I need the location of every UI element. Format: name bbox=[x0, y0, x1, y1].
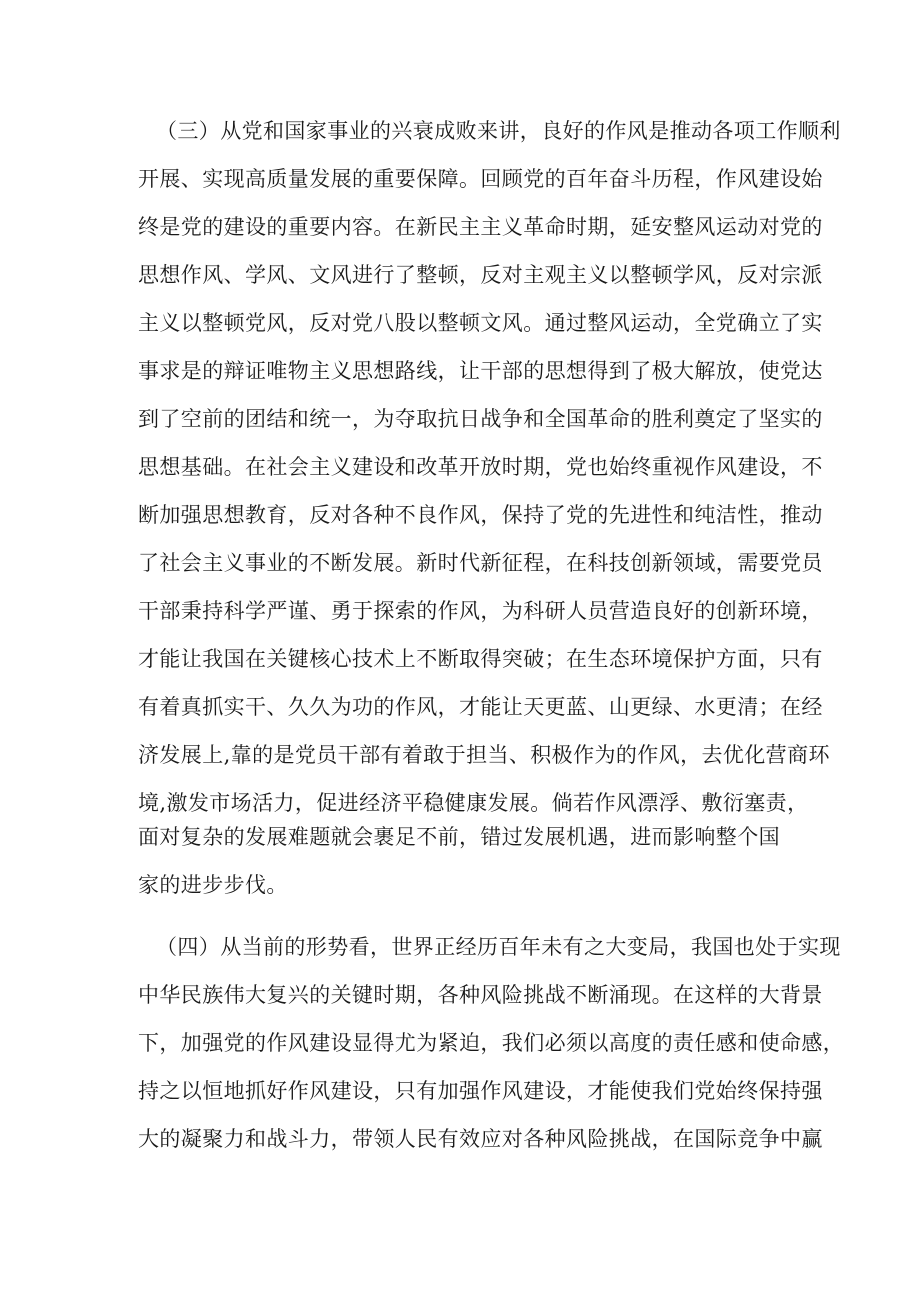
paragraph-3-line-16: 面对复杂的发展难题就会裹足不前，错过发展机遇，进而影响整个国 bbox=[138, 825, 780, 849]
paragraph-3-line-12: 才能让我国在关键核心技术上不断取得突破；在生态环境保护方面，只有 bbox=[138, 647, 823, 671]
paragraph-3-line-11: 干部秉持科学严谨、勇于探索的作风，为科研人员营造良好的创新环境， bbox=[138, 599, 823, 623]
paragraph-3-line-9: 断加强思想教育，反对各种不良作风，保持了党的先进性和纯洁性，推动 bbox=[138, 503, 823, 527]
paragraph-3-line-14: 济发展上,靠的是党员干部有着敢于担当、积极作为的作风，去优化营商环 bbox=[138, 743, 830, 767]
paragraph-3-line-6: 事求是的辩证唯物主义思想路线，让干部的思想得到了极大解放，使党达 bbox=[138, 359, 823, 383]
paragraph-3-line-15: 境,激发市场活力，促进经济平稳健康发展。倘若作风漂浮、敷衍塞责， bbox=[138, 791, 809, 815]
paragraph-4-line-3: 下，加强党的作风建设显得尤为紧迫，我们必须以高度的责任感和使命感， bbox=[138, 1031, 845, 1055]
paragraph-3-line-1: （三）从党和国家事业的兴衰成败来讲，良好的作风是推动各项工作顺利 bbox=[156, 119, 841, 143]
paragraph-3-line-2: 开展、实现高质量发展的重要保障。回顾党的百年奋斗历程，作风建设始 bbox=[138, 167, 823, 191]
paragraph-3-line-13: 有着真抓实干、久久为功的作风，才能让天更蓝、山更绿、水更清；在经 bbox=[138, 695, 823, 719]
paragraph-3-line-4: 思想作风、学风、文风进行了整顿，反对主观主义以整顿学风，反对宗派 bbox=[138, 263, 823, 287]
paragraph-4-line-4: 持之以恒地抓好作风建设，只有加强作风建设，才能使我们党始终保持强 bbox=[138, 1079, 823, 1103]
paragraph-3-line-17: 家的进步步伐。 bbox=[138, 873, 288, 897]
paragraph-4-line-5: 大的凝聚力和战斗力，带领人民有效应对各种风险挑战，在国际竞争中赢 bbox=[138, 1127, 823, 1151]
paragraph-4-line-2: 中华民族伟大复兴的关键时期，各种风险挑战不断涌现。在这样的大背景 bbox=[138, 983, 823, 1007]
paragraph-3-line-5: 主义以整顿党风，反对党八股以整顿文风。通过整风运动，全党确立了实 bbox=[138, 311, 823, 335]
paragraph-3-line-7: 到了空前的团结和统一，为夺取抗日战争和全国革命的胜利奠定了坚实的 bbox=[138, 407, 823, 431]
paragraph-3-line-10: 了社会主义事业的不断发展。新时代新征程，在科技创新领域，需要党员 bbox=[138, 551, 823, 575]
paragraph-3-line-8: 思想基础。在社会主义建设和改革开放时期，党也始终重视作风建设，不 bbox=[138, 455, 823, 479]
paragraph-4-line-1: （四）从当前的形势看，世界正经历百年未有之大变局，我国也处于实现 bbox=[156, 935, 841, 959]
paragraph-3-line-3: 终是党的建设的重要内容。在新民主主义革命时期，延安整风运动对党的 bbox=[138, 215, 823, 239]
